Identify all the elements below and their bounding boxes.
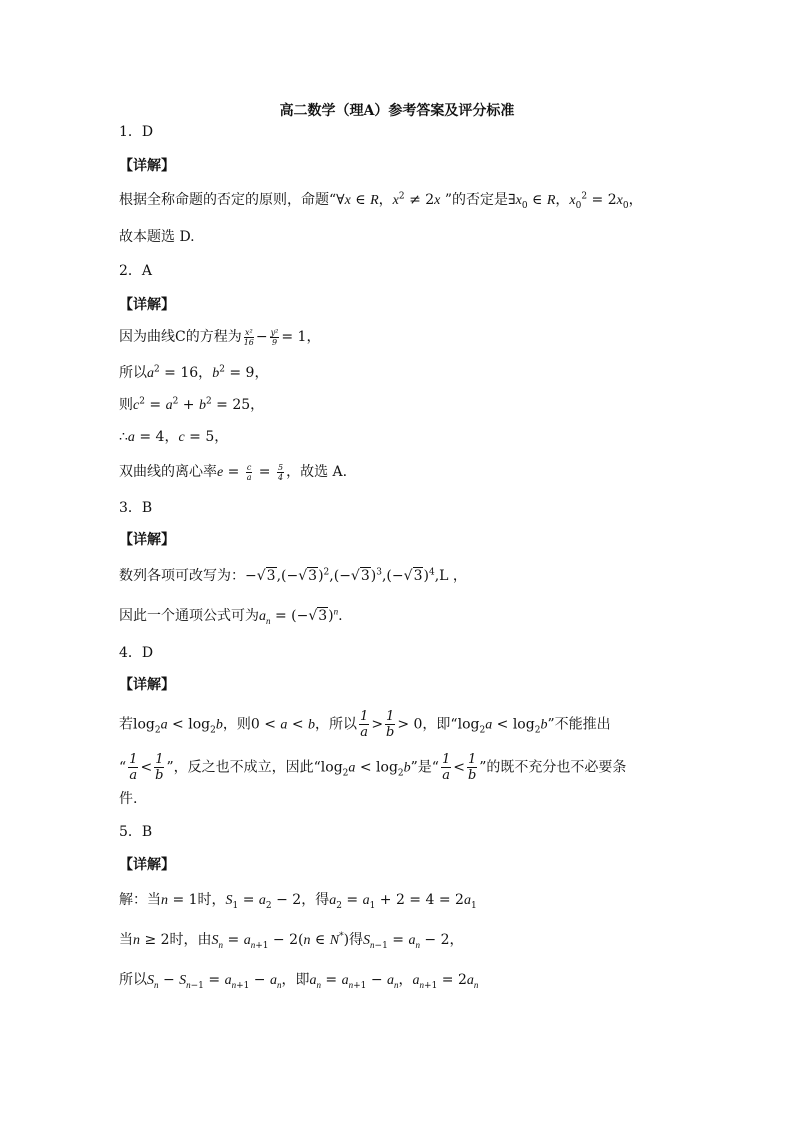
q3-detail-label: 【详解】 bbox=[119, 532, 175, 548]
q1-heading: 1．D bbox=[119, 124, 154, 140]
q2-line-5: 双曲线的离心率e = $\frac{c}{a}$ = $\frac{5}{4}$ ，故选 A. bbox=[119, 462, 348, 482]
q1-line-1: 根据全称命题的否定的原则，命题“∀x ∈ R，$x^2 \ne 2x$ ”的否定是$\exists x_0$ ∈ R，$x_0^2 = 2x_0$， bbox=[119, 191, 643, 211]
q3-line-1: 数列各项可改写为：$-√3,(-√3)^2,(-√3)^3,(-√3)^4,L$ ， bbox=[119, 567, 467, 584]
q2-line-2: 所以$a^2 = 16$，$b^2 = 9$， bbox=[119, 364, 269, 381]
q2-line-1: 因为曲线C的方程为 $\frac{\text{x²}}{16}$ − $\frac{\text{y²}}{9}$ = 1， bbox=[119, 327, 321, 347]
q2-heading: 2．A bbox=[119, 263, 153, 279]
q2-line-4: ∴a = 4，c = 5， bbox=[119, 429, 229, 445]
q4-line-2: “ $\frac{1}{a}$ < $\frac{1}{b}$ ”，反之也不成立，因此“$\log_2a < \log_2b$”是“ $\frac{1}{a}$ < $\frac{1}{b}$ ”的既不充分也不必要条 bbox=[119, 752, 627, 783]
q5-line-2: 当n ≥ 2时，由$S_n = a_{n+1} - 2(n$ ∈ N*)得$S_{n-1} = a_n - 2$， bbox=[119, 931, 464, 951]
q2-line-3: 则$c^2 = a^2 + b^2 = 25$， bbox=[119, 396, 265, 413]
q3-line-2: 因此一个通项公式可为$a_n = (-√3)^n$. bbox=[119, 606, 343, 626]
q4-detail-label: 【详解】 bbox=[119, 677, 175, 693]
q1-detail-label: 【详解】 bbox=[119, 158, 175, 174]
page-title: 高二数学（理A）参考答案及评分标准 bbox=[279, 103, 515, 119]
q4-heading: 4．D bbox=[119, 645, 154, 661]
q3-heading: 3．B bbox=[119, 500, 153, 516]
q5-line-1: 解：当n = 1时，$S_1 = a_2 - 2$，得$a_2 = a_1 + 2 = 4 = 2a_1$ bbox=[119, 892, 477, 911]
q2-detail-label: 【详解】 bbox=[119, 297, 175, 313]
q5-heading: 5．B bbox=[119, 824, 153, 840]
q4-line-1: 若$\log_2a < \log_2b$，则0 < a < b，所以 $\frac{1}{a}$ > $\frac{1}{b}$ > 0，即“$\log_2a < \log_2b$”不能推出 bbox=[119, 709, 611, 740]
q5-detail-label: 【详解】 bbox=[119, 857, 175, 873]
q5-line-3: 所以$S_n - S_{n-1} = a_{n+1} - a_n$，即$a_n = a_{n+1} - a_n$，$a_{n+1} = 2a_n$ bbox=[119, 972, 479, 991]
q4-line-3: 件. bbox=[119, 791, 138, 807]
q1-line-2: 故本题选 D. bbox=[119, 229, 195, 245]
